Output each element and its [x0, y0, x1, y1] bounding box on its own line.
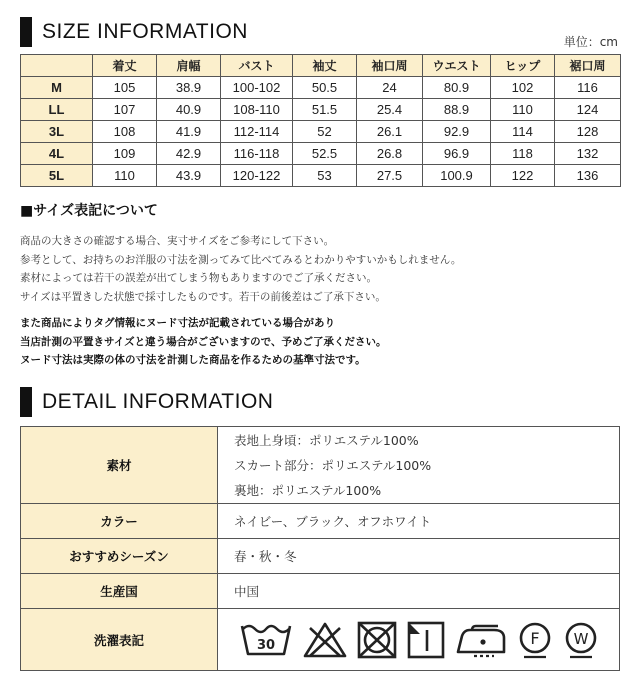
table-cell: 27.5 [357, 165, 423, 187]
table-cell: 25.4 [357, 99, 423, 121]
table-cell: 50.5 [293, 77, 357, 99]
table-cell: 80.9 [423, 77, 491, 99]
size-table-header-row [21, 55, 621, 77]
no-tumble-dry-icon [356, 620, 398, 660]
table-cell: 114 [491, 121, 555, 143]
size-label: M [21, 77, 93, 99]
table-row [21, 77, 621, 99]
note-line: 当店計測の平置きサイズと違う場合がございますので、予めご了承ください。 [20, 335, 387, 348]
size-notes [20, 232, 461, 306]
detail-table [20, 426, 620, 671]
table-cell: 124 [555, 99, 621, 121]
note-line: サイズは平置きした状態で採寸したものです。若干の前後差はご了承下さい。 [20, 290, 386, 303]
header-cell: バスト [221, 55, 293, 77]
table-cell: 110 [491, 99, 555, 121]
table-row [21, 504, 620, 539]
care-icons [218, 609, 620, 671]
table-cell: 132 [555, 143, 621, 165]
size-table [20, 54, 621, 187]
color-value: ネイビー、ブラック、オフホワイト [218, 504, 620, 539]
material-label: 素材 [21, 427, 218, 504]
table-cell: 40.9 [157, 99, 221, 121]
table-cell: 96.9 [423, 143, 491, 165]
no-bleach-icon [302, 620, 348, 660]
table-cell: 24 [357, 77, 423, 99]
size-section-header [20, 14, 248, 50]
table-cell: 109 [93, 143, 157, 165]
note-line: 素材によっては若干の誤差が出てしまう物もありますのでご了承ください。 [20, 272, 377, 284]
detail-section-title: DETAIL INFORMATION [42, 390, 274, 413]
table-row [21, 165, 621, 187]
line-dry-shade-icon [406, 620, 446, 660]
header-cell: 袖丈 [293, 55, 357, 77]
table-cell: 116 [555, 77, 621, 99]
table-cell: 108 [93, 121, 157, 143]
header-cell: ヒップ [491, 55, 555, 77]
table-row [21, 143, 621, 165]
header-cell: ウエスト [423, 55, 491, 77]
table-cell: 122 [491, 165, 555, 187]
header-cell: 裾口周 [555, 55, 621, 77]
size-section-title: SIZE INFORMATION [42, 20, 248, 43]
note-line: 参考として、お持ちのお洋服の寸法を測ってみて比べてみるとわかりやすいかもしれません。 [20, 253, 462, 266]
table-row [21, 121, 621, 143]
wash-temp-text: 30 [256, 637, 276, 653]
table-cell: 102 [491, 77, 555, 99]
table-cell: 88.9 [423, 99, 491, 121]
table-cell: 100.9 [423, 165, 491, 187]
table-cell: 112-114 [221, 121, 293, 143]
detail-section-header [20, 384, 273, 420]
unit-label: 単位：cm [563, 35, 618, 49]
material-line: 表地上身頃：ポリエステル100% [234, 432, 419, 448]
table-cell: 42.9 [157, 143, 221, 165]
table-cell: 92.9 [423, 121, 491, 143]
table-cell: 116-118 [221, 143, 293, 165]
header-cell: 着丈 [93, 55, 157, 77]
table-row [21, 539, 620, 574]
material-line: スカート部分：ポリエステル100% [234, 457, 432, 473]
origin-value: 中国 [218, 574, 620, 609]
wash-30-icon [238, 620, 294, 660]
table-row [21, 574, 620, 609]
dry-clean-f-icon [516, 620, 554, 660]
material-line: 裏地：ポリエステル100% [234, 482, 382, 498]
table-cell: 52.5 [293, 143, 357, 165]
iron-low-icon [454, 620, 508, 660]
color-label: カラー [21, 504, 218, 539]
table-cell: 108-110 [221, 99, 293, 121]
table-row [21, 99, 621, 121]
note-line: 商品の大きさの確認する場合、実寸サイズをご参考にして下さい。 [20, 235, 335, 247]
size-notes-title: ■サイズ表記について [20, 203, 158, 219]
header-cell: 袖口周 [357, 55, 423, 77]
table-cell: 118 [491, 143, 555, 165]
table-cell: 26.1 [357, 121, 423, 143]
table-cell: 51.5 [293, 99, 357, 121]
season-value: 春・秋・冬 [218, 539, 620, 574]
table-cell: 41.9 [157, 121, 221, 143]
wet-clean-w-icon [562, 620, 600, 660]
table-cell: 136 [555, 165, 621, 187]
origin-label: 生産国 [21, 574, 218, 609]
care-label: 洗濯表記 [21, 609, 218, 671]
header-cell: 肩幅 [157, 55, 221, 77]
season-label: おすすめシーズン [21, 539, 218, 574]
table-cell: 110 [93, 165, 157, 187]
table-cell: 128 [555, 121, 621, 143]
wet-clean-letter: W [573, 629, 589, 648]
table-row [21, 427, 620, 504]
table-cell: 100-102 [221, 77, 293, 99]
note-line: また商品によりタグ情報にヌード寸法が記載されている場合があり [20, 317, 335, 329]
nude-size-notes [20, 314, 386, 370]
size-label: 4L [21, 143, 93, 165]
material-value [218, 427, 620, 504]
section-marker [20, 17, 32, 47]
table-cell: 107 [93, 99, 157, 121]
size-label: 3L [21, 121, 93, 143]
table-cell: 53 [293, 165, 357, 187]
table-cell: 43.9 [157, 165, 221, 187]
note-line: ヌード寸法は実際の体の寸法を計測した商品を作るための基準寸法です。 [20, 354, 366, 366]
table-cell: 52 [293, 121, 357, 143]
table-cell: 26.8 [357, 143, 423, 165]
dry-clean-letter: F [530, 628, 540, 648]
table-cell: 120-122 [221, 165, 293, 187]
size-label: LL [21, 99, 93, 121]
table-corner [21, 55, 93, 77]
section-marker [20, 387, 32, 417]
table-row [21, 609, 620, 671]
table-cell: 38.9 [157, 77, 221, 99]
size-label: 5L [21, 165, 93, 187]
table-cell: 105 [93, 77, 157, 99]
